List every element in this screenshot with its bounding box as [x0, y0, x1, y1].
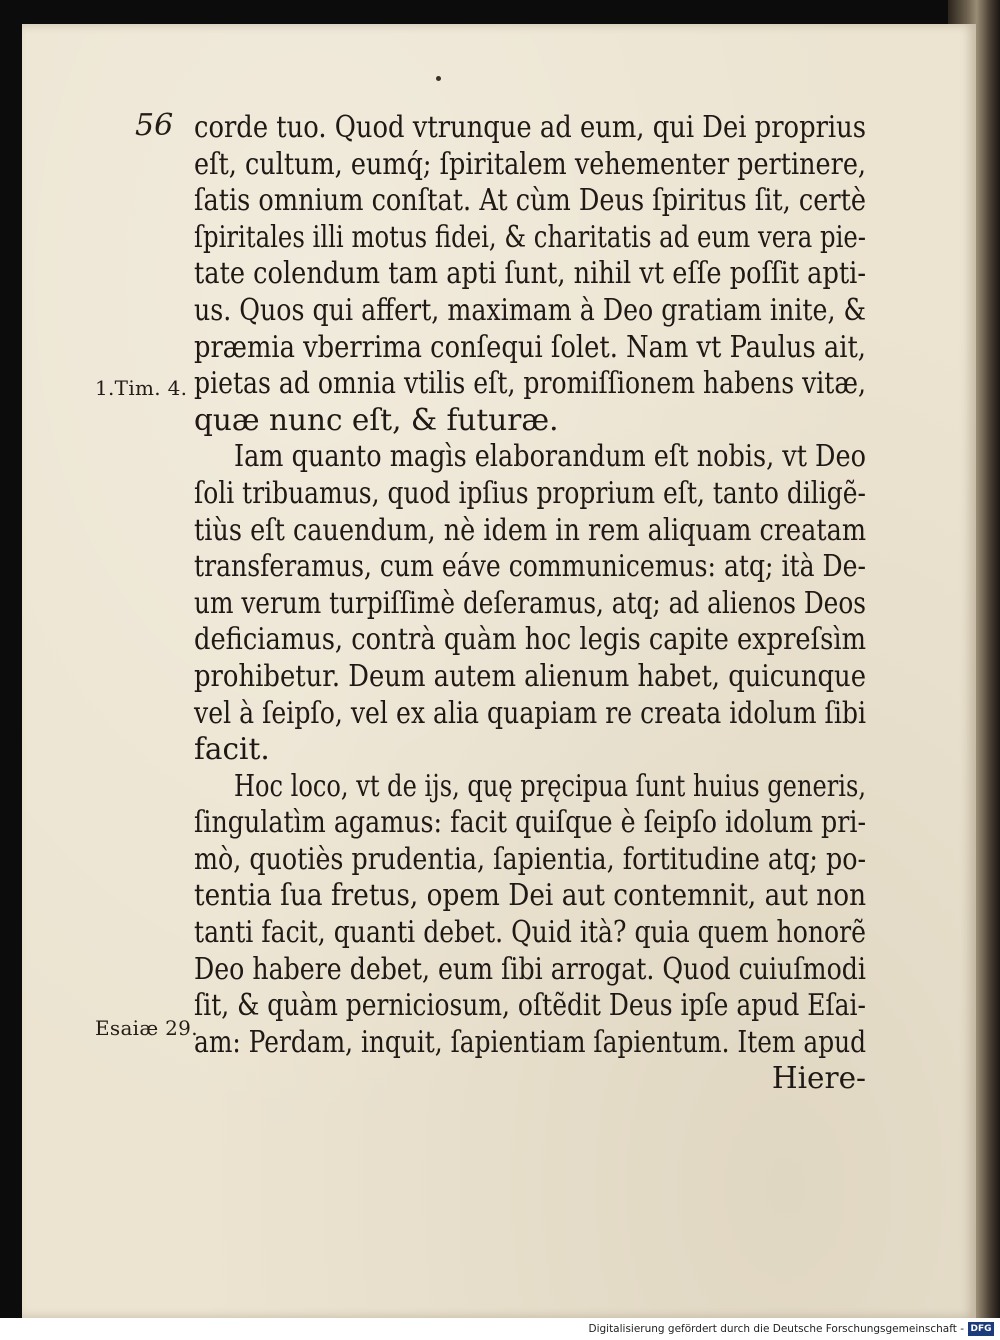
dfg-logo: DFG — [968, 1322, 994, 1336]
text-line: Hoc loco, vt de ijs, quę pręcipua ſunt huius generis, — [234, 768, 866, 803]
text-line: tentia ſua fretus, opem Dei aut contemnit, aut non — [194, 878, 867, 913]
text-line: ſoli tribuamus, quod ipſius proprium eſt, tanto diligẽ- — [194, 475, 866, 510]
text-line: Deo habere debet, eum ſibi arrogat. Quod cuiuſmodi — [194, 951, 866, 986]
text-line: ſpiritales illi motus fidei, & charitatis ad eum vera pie- — [194, 219, 867, 254]
body-text — [194, 109, 866, 1097]
text-line: quæ nunc eſt, & futuræ. — [194, 402, 559, 437]
text-line: tiùs eſt cauendum, nè idem in rem aliquam creatam — [194, 512, 867, 547]
text-line: transferamus, cum eáve communicemus: atq; ità De- — [194, 549, 866, 584]
text-line: prohibetur. Deum autem alienum habet, quicunque — [194, 658, 867, 693]
text-line: vel à ſeipſo, vel ex alia quapiam re creata idolum ſibi — [194, 695, 867, 730]
footer-bar — [0, 1318, 1000, 1340]
margin-note-esaias: Esaiæ 29. — [95, 1016, 198, 1040]
text-line: us. Quos qui affert, maximam à Deo gratiam inite, & — [194, 292, 867, 327]
text-line: facit. — [194, 732, 270, 767]
page-number: 56 — [135, 108, 174, 143]
text-line: tanti facit, quanti debet. Quid ità? quia quem honorẽ — [194, 915, 866, 950]
text-line: deficiamus, contrà quàm hoc legis capite expreſsìm — [194, 622, 866, 657]
text-line: eſt, cultum, eumq́; ſpiritalem vehementer pertinere, — [194, 146, 867, 181]
text-line: tate colendum tam apti ſunt, nihil vt eſſe poſſit apti- — [194, 256, 867, 291]
margin-note-timothy: 1.Tim. 4. — [95, 376, 188, 400]
text-line: mò, quotiès prudentia, ſapientia, fortitudine atq; po- — [194, 841, 867, 876]
text-line: corde tuo. Quod vtrunque ad eum, qui Dei proprius — [194, 110, 867, 144]
footer-credit: Digitalisierung gefördert durch die Deutsche Forschungsgemeinschaft - — [588, 1323, 964, 1335]
catchword: Hiere- — [771, 1061, 866, 1096]
text-line: am: Perdam, inquit, ſapientiam ſapientum. Item apud — [194, 1024, 867, 1059]
text-line: ſit, & quàm perniciosum, oſtẽdit Deus ipſe apud Eſai- — [194, 988, 866, 1023]
ink-dot — [436, 76, 441, 81]
text-line: pietas ad omnia vtilis eſt, promiſſionem habens vitæ, — [194, 366, 866, 401]
text-line: Iam quanto magìs elaborandum eſt nobis, vt Deo — [234, 439, 866, 474]
text-line: præmia vberrima conſequi ſolet. Nam vt Paulus ait, — [194, 329, 866, 364]
text-line: um verum turpiſſimè deſeramus, atq; ad alienos Deos — [194, 585, 866, 620]
text-line: ſingulatìm agamus: facit quiſque è ſeipſo idolum pri- — [194, 805, 867, 840]
text-line: ſatis omnium conſtat. At cùm Deus ſpiritus ſit, certè — [194, 183, 867, 218]
